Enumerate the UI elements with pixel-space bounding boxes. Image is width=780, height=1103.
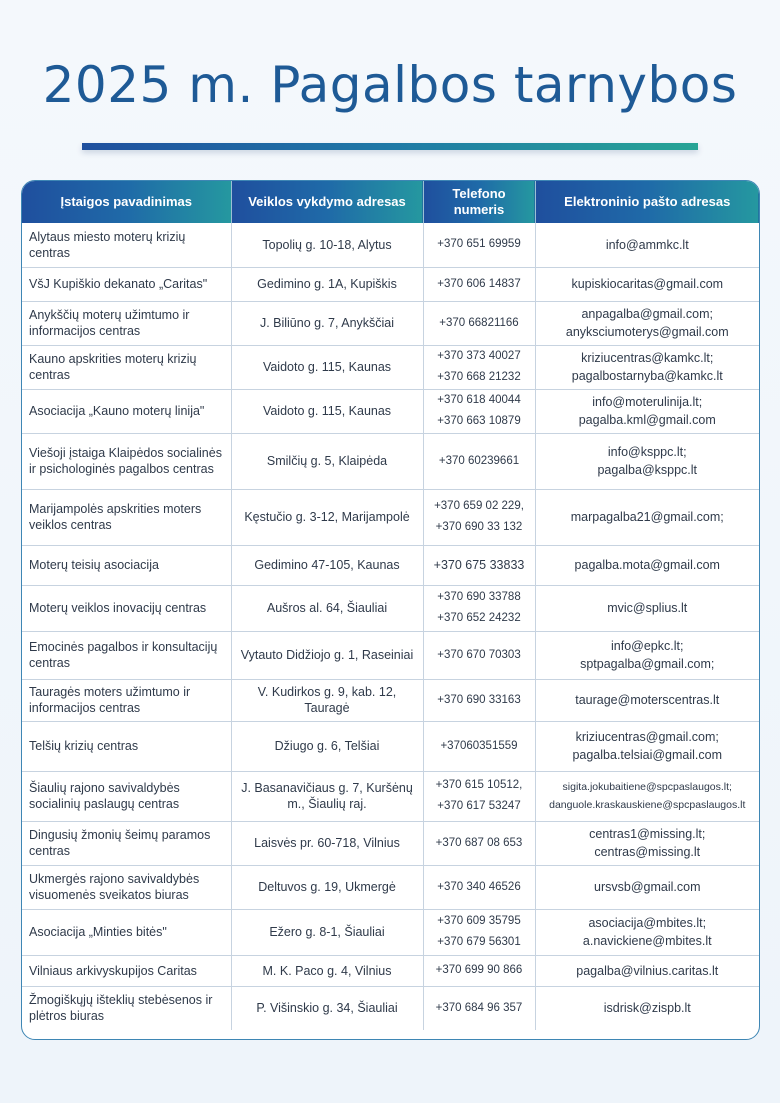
email-address[interactable]: sptpagalba@gmail.com; [580,657,715,671]
email-cell [535,679,759,721]
phone-number[interactable]: +370 651 69959 [437,238,521,251]
table-row [22,389,759,433]
institution-address: Topolių g. 10-18, Alytus [231,223,423,267]
institution-address: J. Biliūno g. 7, Anykščiai [231,301,423,345]
institution-name: Moterų teisių asociacija [22,545,231,585]
phone-cell [423,585,535,631]
institution-name: Ukmergės rajono savivaldybės visuomenės sveikatos biuras [22,865,231,909]
email-address[interactable]: danguole.kraskauskiene@spcpaslaugos.lt [549,799,746,811]
phone-number[interactable]: +370 690 33 132 [435,521,523,533]
institution-address: V. Kudirkos g. 9, kab. 12, Tauragė [231,679,423,721]
table-row [22,865,759,909]
table-header [22,181,759,223]
email-address[interactable]: info@ammkc.lt [605,237,689,252]
table-row [22,345,759,389]
email-cell [535,721,759,771]
email-address[interactable]: pagalba.mota@gmail.com [574,558,720,572]
email-address[interactable]: sigita.jokubaitiene@spcpaslaugos.lt; [562,781,732,793]
phone-number[interactable]: +370 60239661 [438,454,520,467]
phone-cell [423,679,535,721]
email-address[interactable]: pagalba@ksppc.lt [597,463,698,477]
table-row [22,771,759,821]
institution-name: Emocinės pagalbos ir konsultacijų centras [22,631,231,679]
header-email: Elektroninio pašto adresas [535,181,759,223]
email-address[interactable]: info@ksppc.lt; [607,445,687,459]
institution-address: Vytauto Didžiojo g. 1, Raseiniai [231,631,423,679]
email-cell [535,865,759,909]
phone-cell [423,771,535,821]
table-row [22,585,759,631]
email-cell [535,771,759,821]
phone-cell [423,821,535,865]
institution-name: Šiaulių rajono savivaldybės socialinių paslaugų centras [22,771,231,821]
institution-address: Vaidoto g. 115, Kaunas [231,345,423,389]
email-address[interactable]: info@moterulinija.lt; [592,395,703,409]
phone-cell [423,631,535,679]
institution-address: J. Basanavičiaus g. 7, Kuršėnų m., Šiaulių raj. [231,771,423,821]
institution-name: Kauno apskrities moterų krizių centras [22,345,231,389]
email-cell [535,345,759,389]
header-name: Įstaigos pavadinimas [22,181,231,223]
institution-address: Deltuvos g. 19, Ukmergė [231,865,423,909]
email-cell [535,389,759,433]
email-cell [535,545,759,585]
email-address[interactable]: taurage@moterscentras.lt [575,693,720,707]
email-address[interactable]: marpagalba21@gmail.com; [570,510,724,524]
institution-name: Telšių krizių centras [22,721,231,771]
header-address: Veiklos vykdymo adresas [231,181,423,223]
institution-address: Kęstučio g. 3-12, Marijampolė [231,489,423,545]
institution-address: Laisvės pr. 60-718, Vilnius [231,821,423,865]
phone-cell [423,223,535,267]
institution-name: Vilniaus arkivyskupijos Caritas [22,955,231,986]
email-address[interactable]: info@epkc.lt; [611,639,684,653]
email-address[interactable]: asociacija@mbites.lt; [588,916,707,930]
institution-address: Ežero g. 8-1, Šiauliai [231,909,423,955]
table-row [22,821,759,865]
email-address[interactable]: anpagalba@gmail.com; [581,307,713,321]
institution-name: Anykščių moterų užimtumo ir informacijos centras [22,301,231,345]
institution-name: VšJ Kupiškio dekanato „Caritas" [22,267,231,301]
phone-number[interactable]: +370 684 96 357 [435,1001,523,1014]
phone-number[interactable]: +370 340 46526 [437,880,521,893]
email-cell [535,433,759,489]
institution-address: Gedimino g. 1A, Kupiškis [231,267,423,301]
title-underline [82,143,698,150]
email-address[interactable]: ursvsb@gmail.com [594,880,701,894]
table-row [22,986,759,1030]
email-cell [535,585,759,631]
email-cell [535,489,759,545]
phone-cell [423,721,535,771]
phone-cell [423,545,535,585]
email-address[interactable]: kupiskiocaritas@gmail.com [571,277,724,291]
table-row [22,721,759,771]
table-row [22,955,759,986]
institution-address: Džiugo g. 6, Telšiai [231,721,423,771]
institution-name: Žmogiškųjų išteklių stebėsenos ir plėtros biuras [22,986,231,1030]
phone-number[interactable]: +370 668 21232 [437,371,521,383]
page-title: 2025 m. Pagalbos tarnybos [42,56,738,114]
phone-number[interactable]: +370 670 70303 [437,648,521,661]
services-table [21,180,760,1040]
phone-number[interactable]: +370 699 90 866 [435,964,523,976]
phone-number[interactable]: +370 609 35795 [437,915,521,927]
phone-number[interactable]: +370 373 40027 [437,350,521,362]
phone-number[interactable]: +37060351559 [440,739,518,752]
phone-cell [423,986,535,1030]
phone-cell [423,301,535,345]
phone-cell [423,909,535,955]
email-cell [535,821,759,865]
institution-name: Dingusių žmonių šeimų paramos centras [22,821,231,865]
institution-name: Tauragės moters užimtumo ir informacijos centras [22,679,231,721]
institution-address: Gedimino 47-105, Kaunas [231,545,423,585]
table-row [22,267,759,301]
institution-address: Vaidoto g. 115, Kaunas [231,389,423,433]
email-address[interactable]: isdrisk@zispb.lt [603,1001,691,1016]
institution-address: M. K. Paco g. 4, Vilnius [231,955,423,986]
email-address[interactable]: pagalba@vilnius.caritas.lt [576,963,719,978]
table-row [22,489,759,545]
table-row [22,433,759,489]
email-address[interactable]: mvic@splius.lt [607,601,688,615]
phone-cell [423,389,535,433]
phone-number[interactable]: +370 615 10512, [435,779,523,791]
phone-number[interactable]: +370 606 14837 [437,277,521,290]
email-cell [535,986,759,1030]
institution-address: P. Višinskio g. 34, Šiauliai [231,986,423,1030]
email-cell [535,301,759,345]
phone-number[interactable]: +370 618 40044 [437,394,521,406]
phone-cell [423,955,535,986]
email-address[interactable]: pagalbostarnyba@kamkc.lt [571,369,723,383]
phone-number[interactable]: +370 679 56301 [437,936,521,948]
table-row [22,545,759,585]
institution-name: Marijampolės apskrities moters veiklos centras [22,489,231,545]
institution-name: Asociacija „Minties bitės" [22,909,231,955]
phone-number[interactable]: +370 687 08 653 [435,836,523,849]
table-row [22,223,759,267]
phone-cell [423,865,535,909]
phone-number[interactable]: +370 652 24232 [437,612,521,624]
email-address[interactable]: centras@missing.lt [594,845,701,859]
email-cell [535,909,759,955]
phone-cell [423,267,535,301]
phone-number[interactable]: +370 659 02 229, [434,500,524,512]
email-cell [535,223,759,267]
email-address[interactable]: kriziucentras@gmail.com; [575,730,719,744]
phone-number[interactable]: +370 690 33163 [437,693,521,706]
email-cell [535,631,759,679]
email-cell [535,267,759,301]
email-cell [535,955,759,986]
institution-address: Aušros al. 64, Šiauliai [231,585,423,631]
phone-cell [423,433,535,489]
table-row [22,631,759,679]
email-address[interactable]: pagalba.kml@gmail.com [578,413,716,427]
phone-number[interactable]: +370 690 33788 [437,591,521,603]
phone-number[interactable]: +370 675 33833 [433,557,525,572]
institution-name: Viešoji įstaiga Klaipėdos socialinės ir psichologinės pagalbos centras [22,433,231,489]
institution-name: Alytaus miesto moterų krizių centras [22,223,231,267]
header-phone: Telefono numeris [423,181,535,223]
institution-name: Asociacija „Kauno moterų linija" [22,389,231,433]
email-address[interactable]: anyksciumoterys@gmail.com [565,325,729,339]
phone-cell [423,345,535,389]
email-address[interactable]: kriziucentras@kamkc.lt; [581,351,714,365]
email-address[interactable]: pagalba.telsiai@gmail.com [572,748,723,762]
phone-number[interactable]: +370 663 10879 [437,415,521,427]
table-row [22,679,759,721]
table-row [22,909,759,955]
phone-cell [423,489,535,545]
phone-number[interactable]: +370 66821166 [439,316,519,329]
institution-name: Moterų veiklos inovacijų centras [22,585,231,631]
phone-number[interactable]: +370 617 53247 [437,800,521,812]
email-address[interactable]: centras1@missing.lt; [589,827,706,841]
table-body [22,223,759,1030]
table-row [22,301,759,345]
institution-address: Smilčių g. 5, Klaipėda [231,433,423,489]
email-address[interactable]: a.navickiene@mbites.lt [582,934,712,948]
